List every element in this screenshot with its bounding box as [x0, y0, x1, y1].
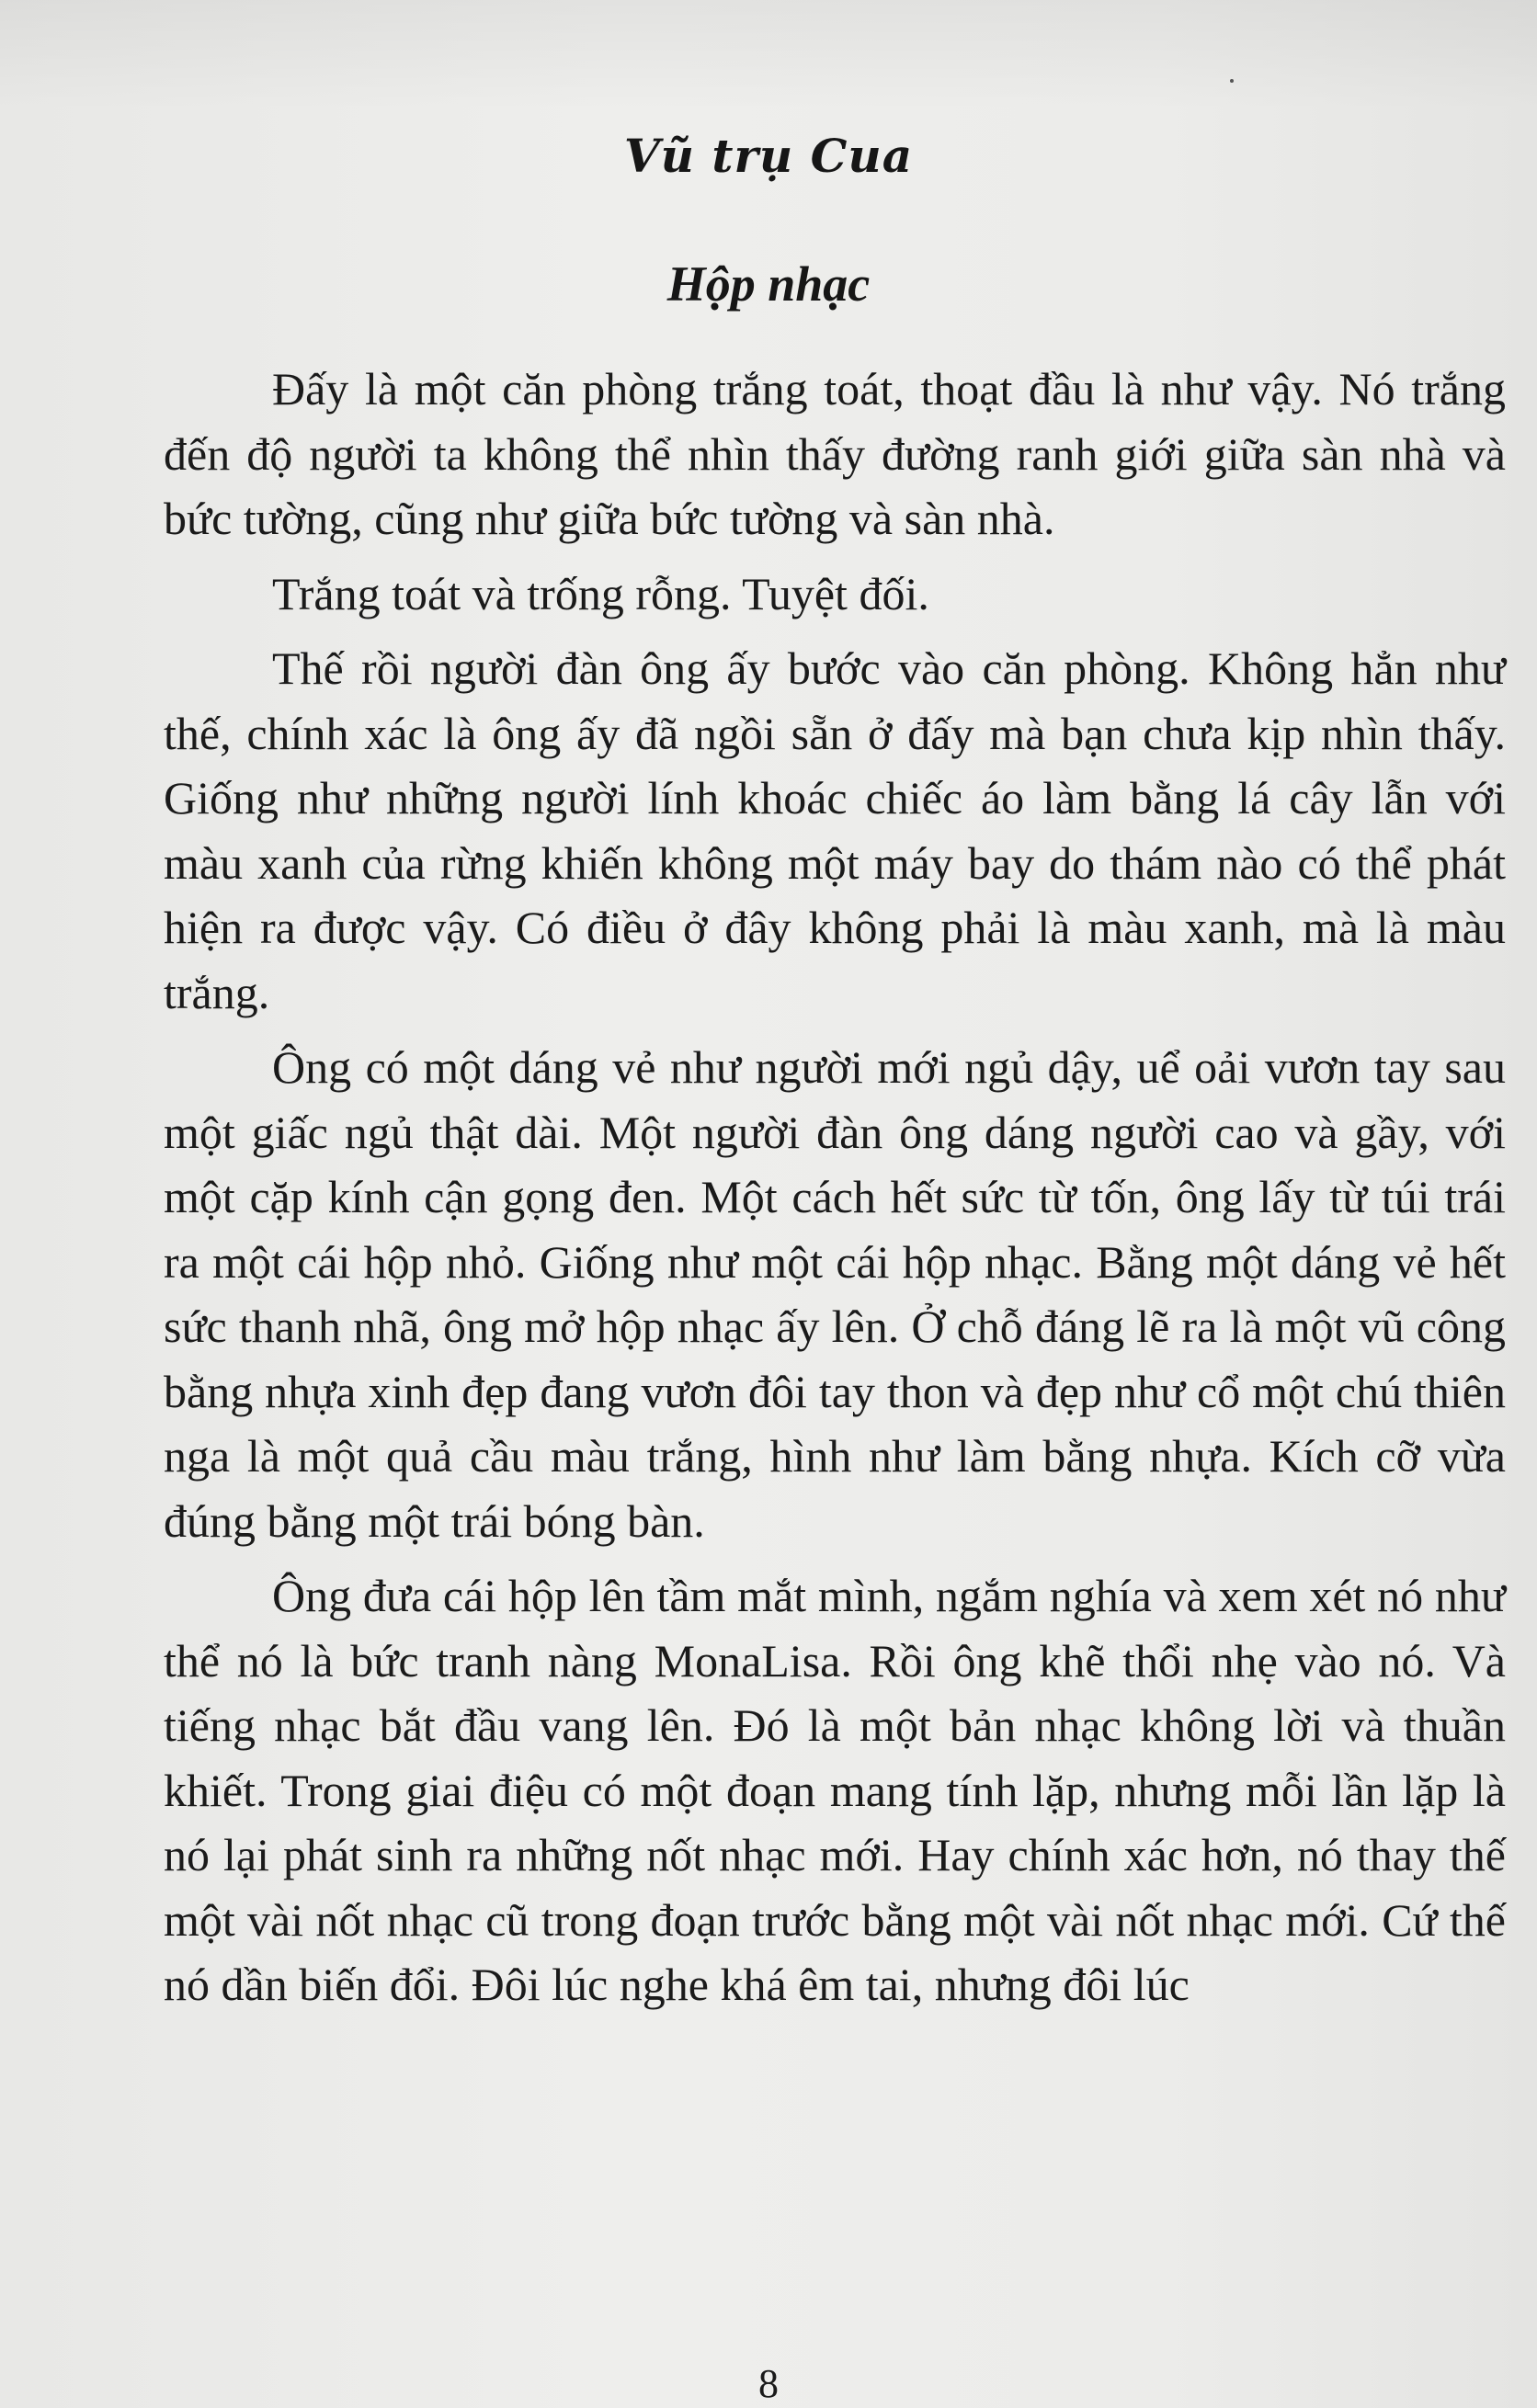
paragraph: Trắng toát và trống rỗng. Tuyệt đối.: [272, 567, 929, 619]
running-header-title: Vũ trụ Cua: [623, 129, 914, 183]
page-number: 8: [758, 2361, 779, 2406]
paragraph: Ông đưa cái hộp lên tầm mắt mình, ngắm nghía và xem xét nó như thể nó là bức tranh nàng MonaLisa. Rồi ông khẽ thổi nhẹ vào nó. Và tiếng nhạc bắt đầu vang lên. Đó là một bản nhạc không lời và thuần khiết. Trong giai điệu có một đoạn mang tính lặp, nhưng mỗi lần lặp là nó lại phát sinh ra những nốt nhạc mới. Hay chính xác hơn, nó thay thế một vài nốt nhạc cũ trong đoạn trước bằng một vài nốt nhạc mới. Cứ thế nó dần biến đổi. Đôi lúc nghe khá êm tai, nhưng đôi lúc: [164, 1570, 1506, 2010]
chapter-title: Hộp nhạc: [666, 256, 871, 312]
paragraph: Đấy là một căn phòng trắng toát, thoạt đầu là như vậy. Nó trắng đến độ người ta không thể nhìn thấy đường ranh giới giữa sàn nhà và bức tường, cũng như giữa bức tường và sàn nhà.: [164, 363, 1506, 544]
dust-speck: [1230, 79, 1234, 83]
page-shadow: [0, 0, 1537, 110]
paragraph: Ông có một dáng vẻ như người mới ngủ dậy, uể oải vươn tay sau một giấc ngủ thật dài. Một người đàn ông dáng người cao và gầy, với một cặp kính cận gọng đen. Một cách hết sức từ tốn, ông lấy từ túi trái ra một cái hộp nhỏ. Giống như một cái hộp nhạc. Bằng một dáng vẻ hết sức thanh nhã, ông mở hộp nhạc ấy lên. Ở chỗ đáng lẽ ra là một vũ công bằng nhựa xinh đẹp đang vươn đôi tay thon và đẹp như cổ một chú thiên nga là một quả cầu màu trắng, hình như làm bằng nhựa. Kích cỡ vừa đúng bằng một trái bóng bàn.: [164, 1041, 1506, 1547]
paragraph: Thế rồi người đàn ông ấy bước vào căn phòng. Không hẳn như thế, chính xác là ông ấy đã ngồi sẵn ở đấy mà bạn chưa kịp nhìn thấy. Giống như những người lính khoác chiếc áo làm bằng lá cây lẫn với màu xanh của rừng khiến không một máy bay do thám nào có thể phát hiện ra được vậy. Có điều ở đây không phải là màu xanh, mà là màu trắng.: [164, 642, 1506, 1018]
body-text: [164, 357, 1506, 2027]
